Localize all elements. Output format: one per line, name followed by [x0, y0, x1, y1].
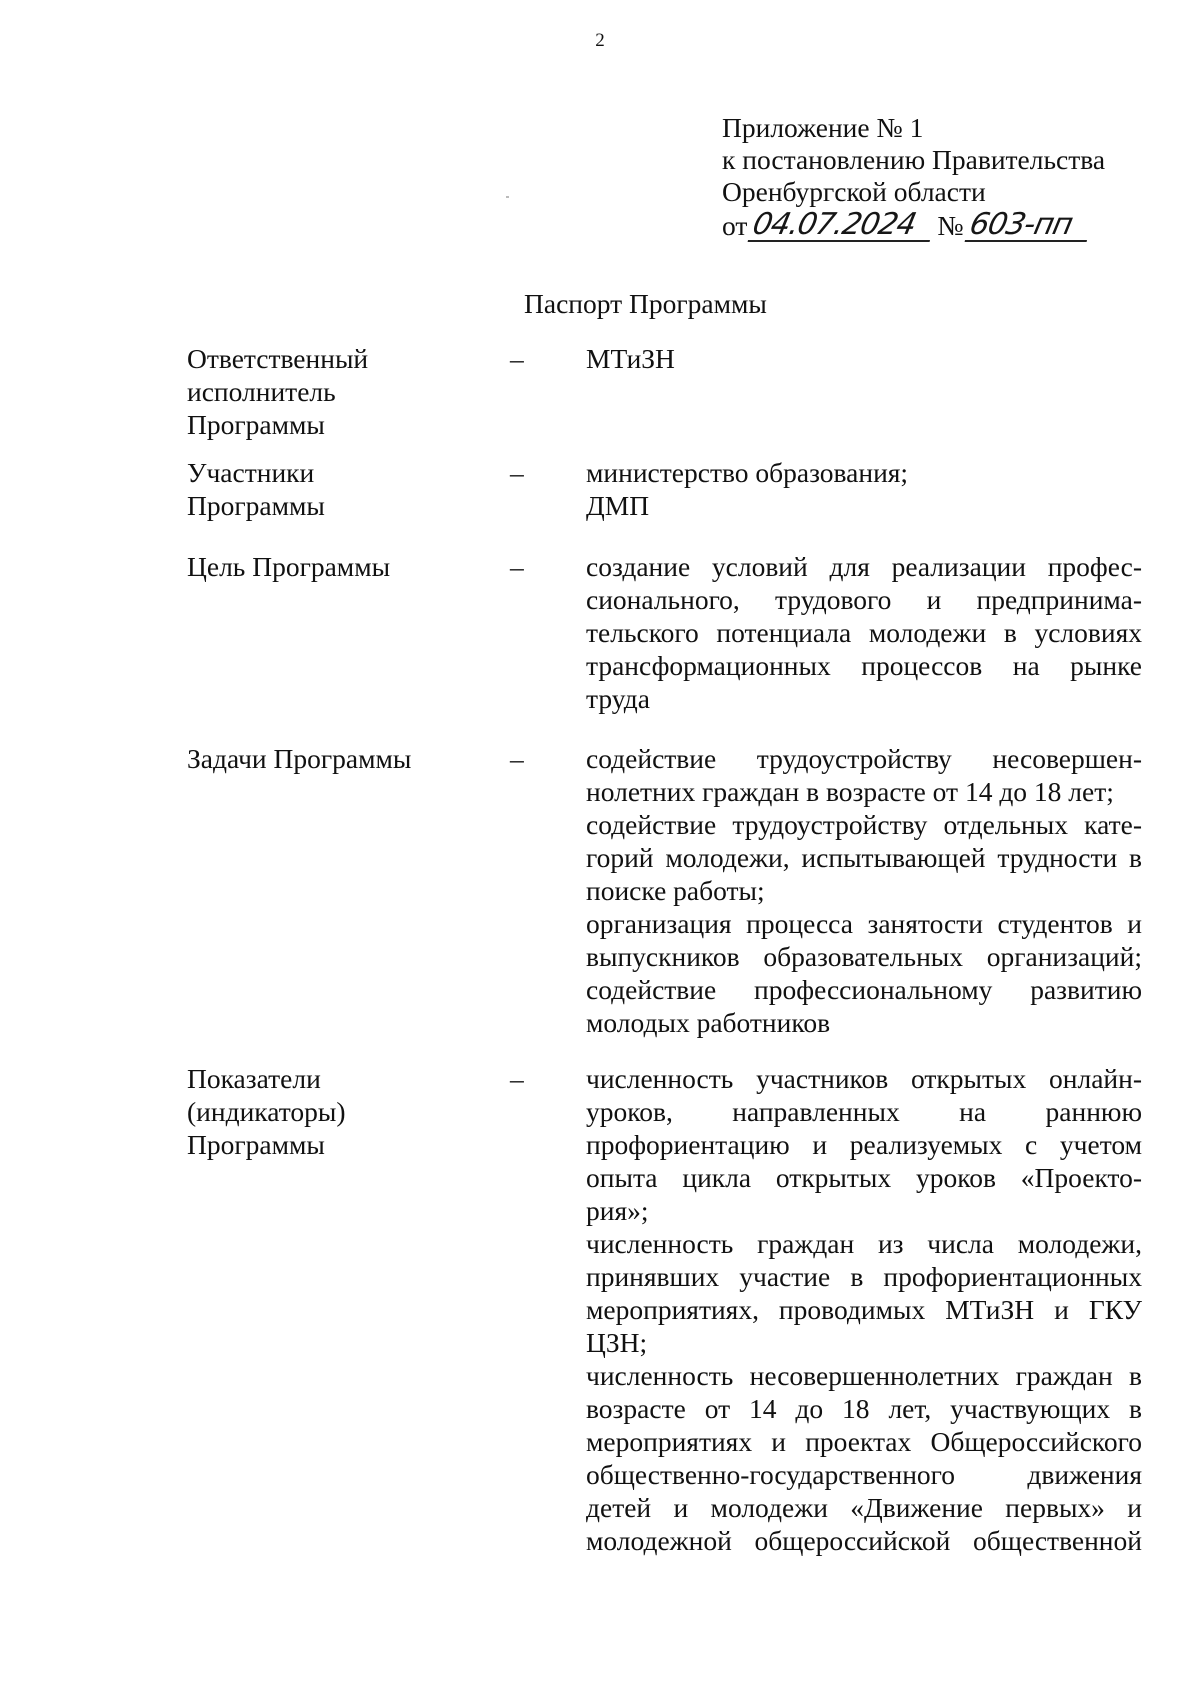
passport-row-tasks [187, 742, 1142, 1062]
row-label [187, 1062, 510, 1161]
content-line: общественно-государственного движения [586, 1459, 1142, 1490]
content-line: возрасте от 14 до 18 лет, участвующих в [586, 1393, 1142, 1424]
content-line: сионального, трудового и предпринима- [586, 584, 1142, 615]
content-line: горий молодежи, испытывающей трудности в [586, 842, 1142, 873]
content-line: труда [586, 683, 650, 714]
row-dash: – [510, 743, 524, 774]
number-label: № [937, 210, 964, 241]
appendix-header [722, 112, 1105, 242]
label-line: (индикаторы) [187, 1096, 346, 1127]
content-line: содействие профессиональному развитию [586, 974, 1142, 1005]
page-number: 2 [595, 30, 605, 51]
content-line: мероприятиях и проектах Общероссийского [586, 1426, 1142, 1457]
label-line: Программы [187, 409, 325, 440]
label-line: Программы [187, 1129, 325, 1160]
scan-speck [506, 196, 509, 198]
row-content [586, 342, 1142, 375]
content-line: МТиЗН [586, 343, 675, 374]
content-line: выпускников образовательных организаций; [586, 941, 1142, 972]
content-line: опыта цикла открытых уроков «Проекто- [586, 1162, 1142, 1193]
row-label [187, 342, 510, 441]
row-content [586, 742, 1142, 1039]
row-label [187, 742, 510, 775]
row-dash: – [510, 1063, 524, 1094]
appendix-signature-line [722, 207, 1105, 242]
from-label: от [722, 210, 748, 241]
row-label [187, 550, 510, 583]
content-line: создание условий для реализации профес- [586, 551, 1142, 582]
content-line: содействие трудоустройству несовершен- [586, 743, 1142, 774]
content-line: рия»; [586, 1195, 649, 1226]
content-line: численность участников открытых онлайн- [586, 1063, 1142, 1094]
handwritten-date: 04.07.2024 [748, 210, 937, 242]
content-line: молодежной общероссийской общественной [586, 1525, 1142, 1556]
appendix-line-2: к постановлению Правительства [722, 144, 1106, 175]
content-line: организация процесса занятости студентов и [586, 908, 1142, 939]
passport-row-participants [187, 456, 1142, 550]
content-line: ЦЗН; [586, 1327, 648, 1358]
row-content [586, 550, 1142, 715]
label-line: Программы [187, 490, 325, 521]
row-dash: – [510, 457, 524, 488]
label-line: Задачи Программы [187, 743, 412, 774]
passport-row-goal [187, 550, 1142, 742]
label-line: Цель Программы [187, 551, 391, 582]
content-line: численность несовершеннолетних граждан в [586, 1360, 1142, 1391]
content-line: численность граждан из числа молодежи, [586, 1228, 1142, 1259]
row-content [586, 1062, 1142, 1557]
content-line: уроков, направленных на раннюю [586, 1096, 1142, 1127]
content-line: принявших участие в профориентационных [586, 1261, 1142, 1292]
label-line: Участники [187, 457, 315, 488]
content-line: тельского потенциала молодежи в условиях [586, 617, 1142, 648]
content-line: ДМП [586, 490, 650, 521]
content-line: мероприятиях, проводимых МТиЗН и ГКУ [586, 1294, 1142, 1325]
passport-row-indicators [187, 1062, 1142, 1557]
content-line: детей и молодежи «Движение первых» и [586, 1492, 1142, 1523]
appendix-line-3: Оренбургской области [722, 176, 986, 207]
handwritten-number: 603-пп [964, 210, 1093, 242]
content-line: молодых работников [586, 1007, 831, 1038]
content-line: содействие трудоустройству отдельных кате- [586, 809, 1142, 840]
label-line: исполнитель [187, 376, 336, 407]
content-line: министерство образования; [586, 457, 909, 488]
passport-row-responsible [187, 342, 1142, 456]
appendix-line-1: Приложение № 1 [722, 112, 924, 143]
content-line: трансформационных процессов на рынке [586, 650, 1142, 681]
row-dash: – [510, 343, 524, 374]
row-content [586, 456, 1142, 522]
content-line: нолетних граждан в возрасте от 14 до 18 лет; [586, 776, 1114, 807]
label-line: Показатели [187, 1063, 321, 1094]
row-dash: – [510, 551, 524, 582]
label-line: Ответственный [187, 343, 369, 374]
content-line: профориентацию и реализуемых с учетом [586, 1129, 1142, 1160]
passport-table [187, 342, 1142, 1557]
row-label [187, 456, 510, 522]
passport-title: Паспорт Программы [524, 288, 767, 319]
content-line: поиске работы; [586, 875, 765, 906]
